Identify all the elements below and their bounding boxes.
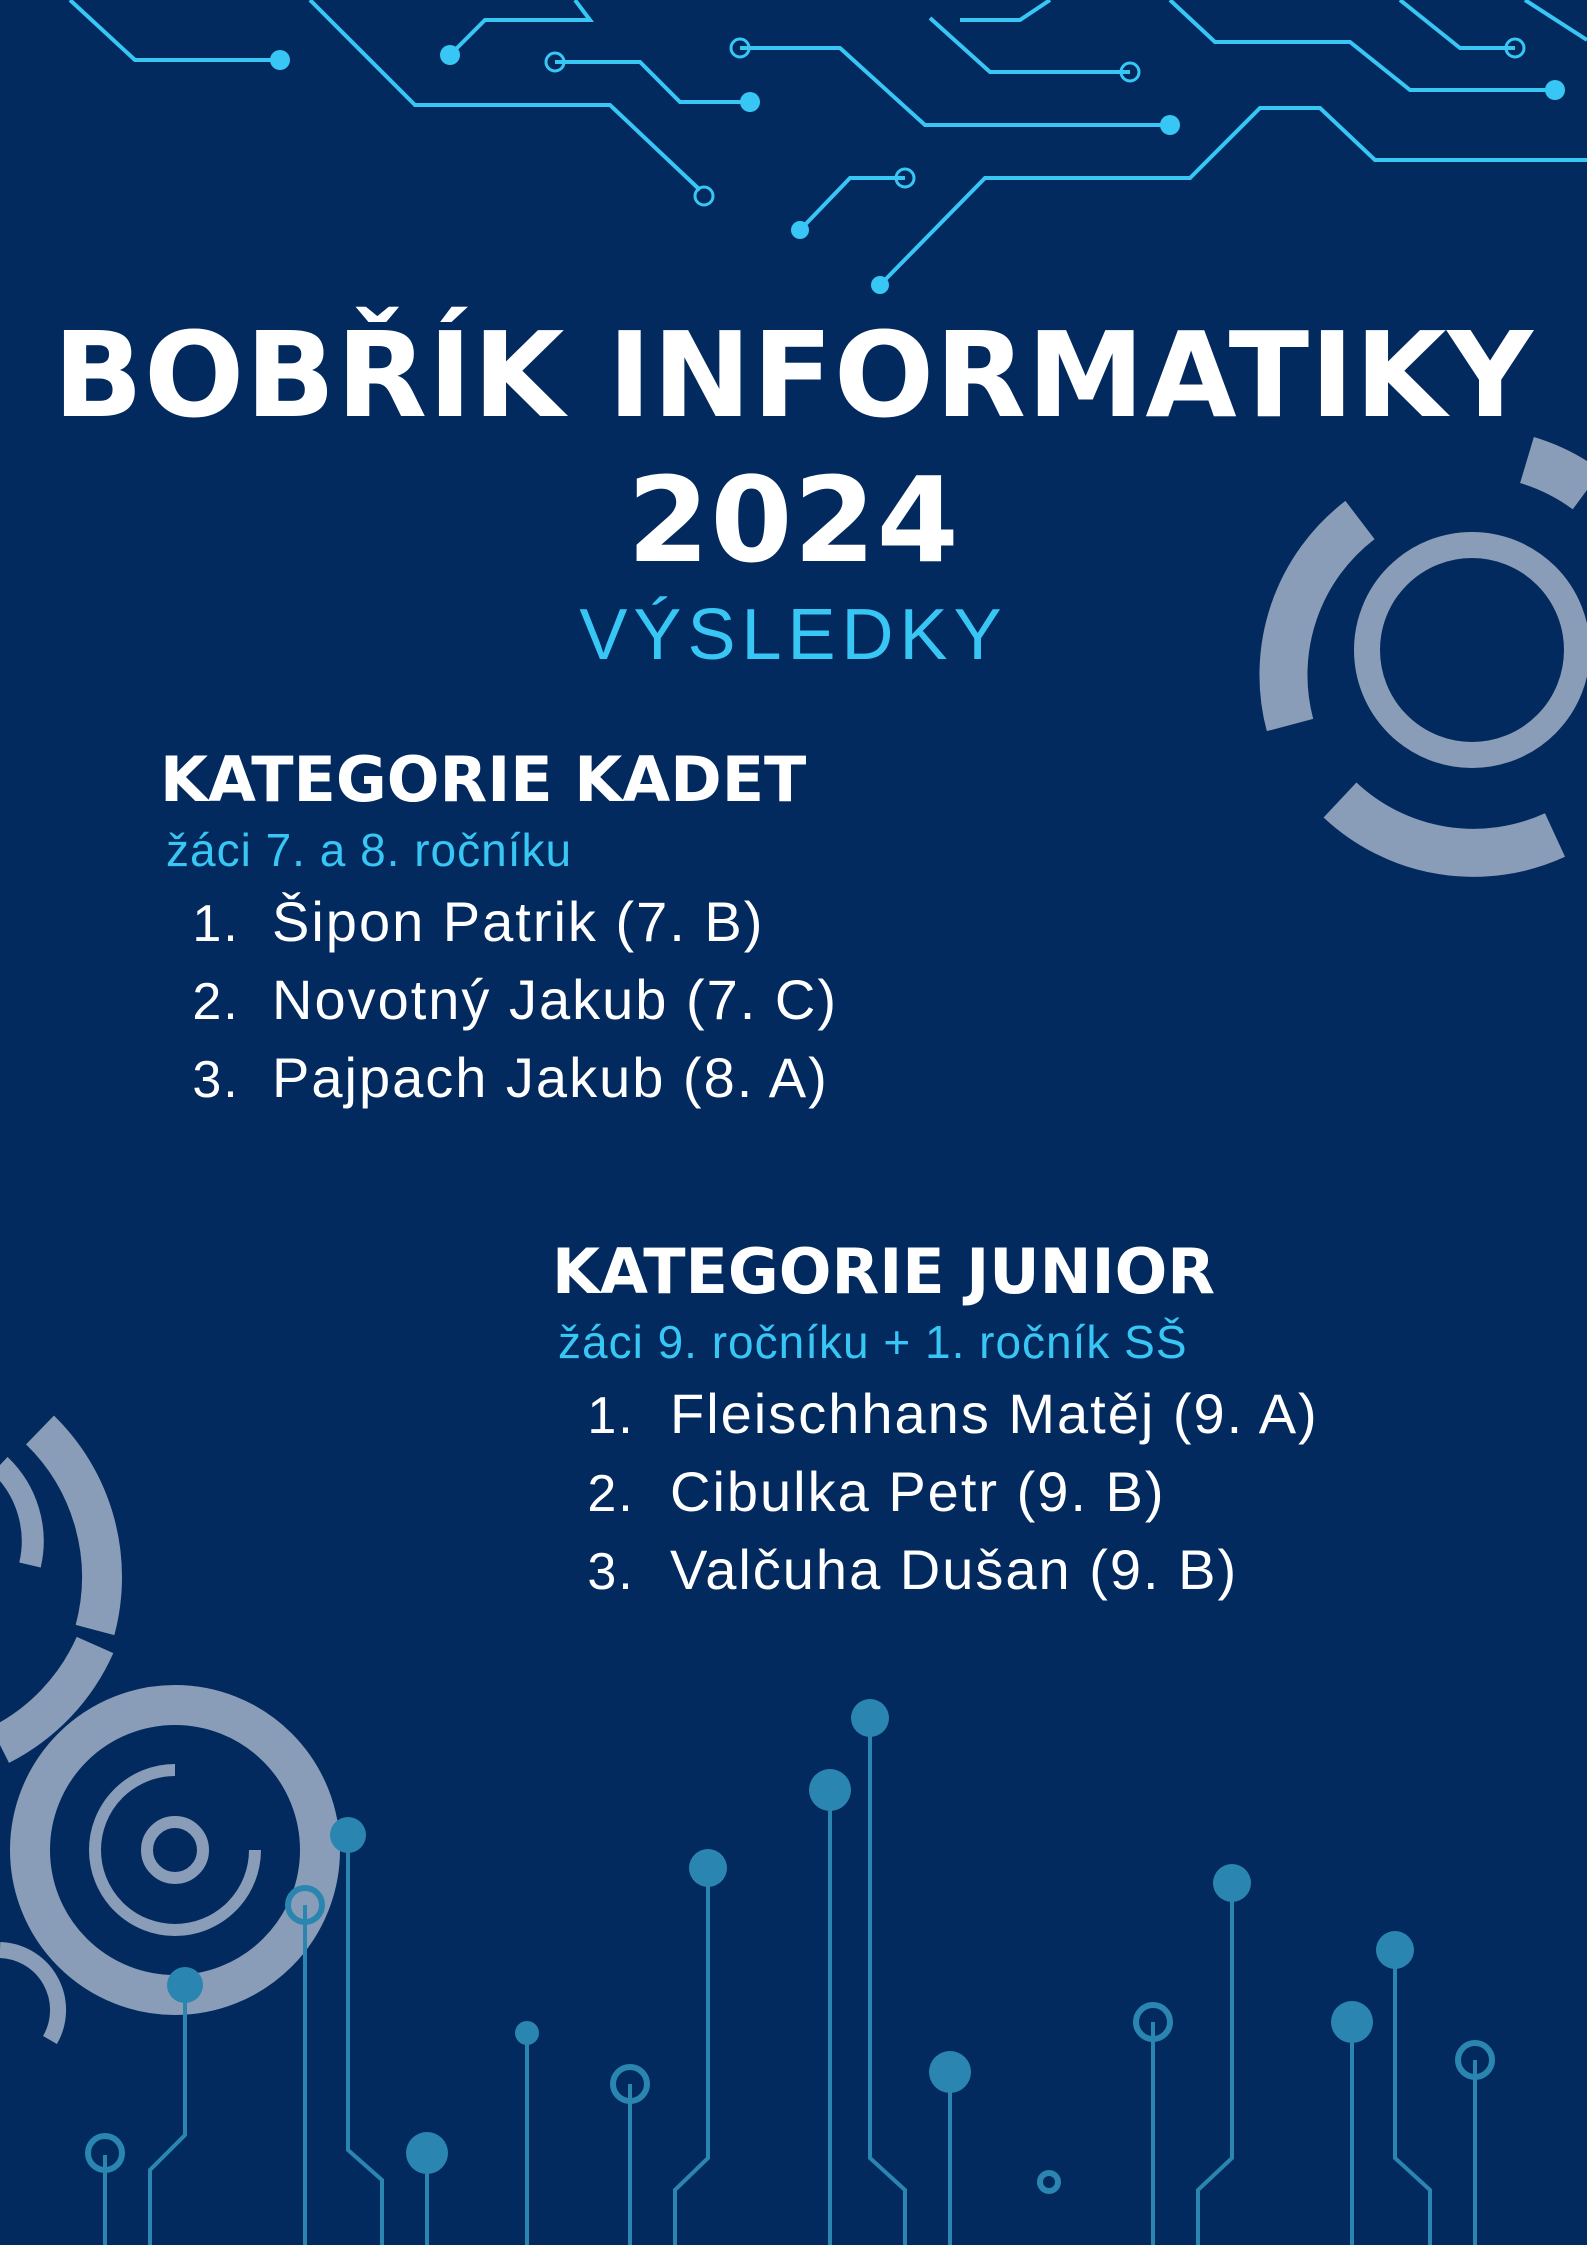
- results-list: [160, 884, 1060, 1118]
- result-rank: 1.: [587, 1387, 635, 1445]
- result-item: [552, 1454, 1552, 1532]
- category-kadet: [160, 740, 1060, 1118]
- result-rank: 3.: [192, 1051, 240, 1109]
- poster-year: 2024: [627, 451, 960, 589]
- result-item: [160, 884, 1060, 962]
- result-name: Valčuha Dušan (9. B): [670, 1538, 1239, 1601]
- result-name: Cibulka Petr (9. B): [670, 1460, 1166, 1523]
- result-rank: 2.: [192, 973, 240, 1031]
- result-item: [552, 1532, 1552, 1610]
- result-name: Šipon Patrik (7. B): [272, 890, 765, 953]
- category-heading: KATEGORIE JUNIOR: [552, 1235, 1216, 1308]
- result-name: Pajpach Jakub (8. A): [272, 1046, 829, 1109]
- result-item: [160, 962, 1060, 1040]
- poster-subtitle: VÝSLEDKY: [579, 595, 1008, 675]
- category-subheading: žáci 7. a 8. ročníku: [166, 824, 573, 876]
- result-name: Novotný Jakub (7. C): [272, 968, 838, 1031]
- category-heading: KATEGORIE KADET: [160, 743, 807, 816]
- result-rank: 2.: [587, 1465, 635, 1523]
- result-item: [160, 1040, 1060, 1118]
- result-rank: 3.: [587, 1543, 635, 1601]
- result-rank: 1.: [192, 895, 240, 953]
- results-list: [552, 1376, 1552, 1610]
- category-junior: [552, 1232, 1552, 1610]
- circuit-top-decoration: [0, 0, 1587, 310]
- result-item: [552, 1376, 1552, 1454]
- poster-title: BOBŘÍK INFORMATIKY: [53, 306, 1534, 444]
- result-name: Fleischhans Matěj (9. A): [670, 1382, 1319, 1445]
- category-subheading: žáci 9. ročníku + 1. ročník SŠ: [558, 1316, 1188, 1368]
